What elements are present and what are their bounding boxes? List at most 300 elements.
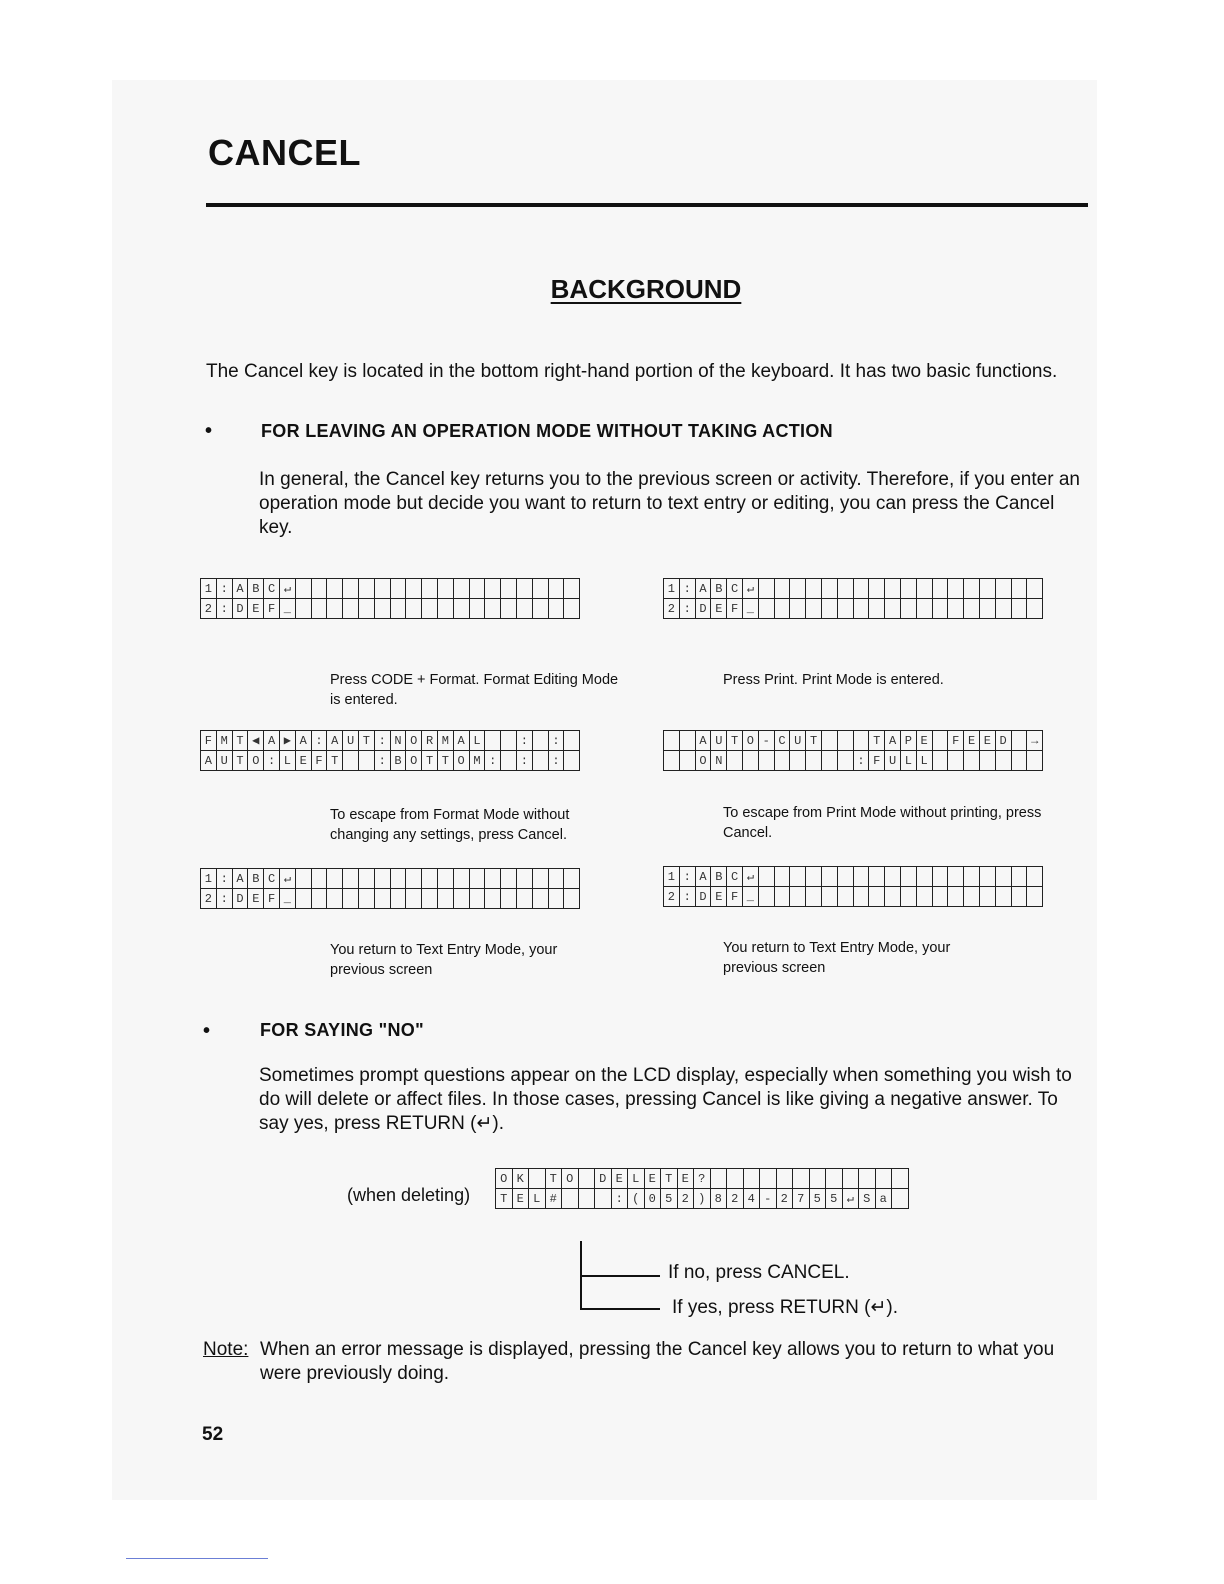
lcd-cell xyxy=(790,599,806,619)
lcd-cell xyxy=(774,599,790,619)
lcd-cell: E xyxy=(916,731,932,751)
lcd-cell: : xyxy=(216,579,232,599)
lcd-cell: E xyxy=(248,889,264,909)
lcd-delete-prompt xyxy=(495,1168,909,1209)
lcd-cell xyxy=(790,867,806,887)
lcd-cell xyxy=(295,889,311,909)
lcd-cell xyxy=(842,1169,859,1189)
lcd-cell xyxy=(892,1169,909,1189)
lcd-cell: 2 xyxy=(201,889,217,909)
lcd-cell xyxy=(916,867,932,887)
lcd-cell xyxy=(806,887,822,907)
lcd-cell: A xyxy=(695,867,711,887)
lcd-cell xyxy=(595,1189,612,1209)
lcd-cell: M xyxy=(216,731,232,751)
lcd-cell: B xyxy=(711,579,727,599)
lcd-cell xyxy=(758,599,774,619)
lcd-cell xyxy=(437,889,453,909)
lcd-cell: B xyxy=(248,869,264,889)
lcd-cell: ) xyxy=(694,1189,711,1209)
lcd-cell xyxy=(358,751,374,771)
lcd-cell xyxy=(809,1169,826,1189)
lcd-cell xyxy=(343,751,359,771)
lcd-cell: 1 xyxy=(664,867,680,887)
lcd-return-left xyxy=(200,868,580,909)
lcd-cell: D xyxy=(232,599,248,619)
lcd-cell xyxy=(562,1189,579,1209)
lcd-cell xyxy=(311,579,327,599)
lcd-cell xyxy=(900,887,916,907)
lcd-cell: A xyxy=(885,731,901,751)
lcd-cell: L xyxy=(900,751,916,771)
lcd-cell xyxy=(964,887,980,907)
lcd-cell xyxy=(742,751,758,771)
lcd-cell xyxy=(453,579,469,599)
lcd-cell xyxy=(916,599,932,619)
lcd-cell xyxy=(826,1169,843,1189)
lcd-cell: B xyxy=(711,867,727,887)
lcd-cell xyxy=(564,599,580,619)
note-text: When an error message is displayed, pressing the Cancel key allows you to return to what you were previously doing. xyxy=(260,1339,1055,1384)
lcd-cell xyxy=(774,867,790,887)
bullet: • xyxy=(203,1020,211,1042)
lcd-cell xyxy=(358,599,374,619)
caption-return-left: You return to Text Entry Mode, your previous screen xyxy=(330,942,558,978)
when-deleting-label: (when deleting) xyxy=(347,1185,471,1205)
lcd-cell xyxy=(453,599,469,619)
lcd-cell: F xyxy=(869,751,885,771)
lcd-cell xyxy=(532,751,548,771)
lcd-row xyxy=(664,887,1043,907)
lcd-cell xyxy=(564,889,580,909)
lcd-cell xyxy=(853,731,869,751)
lcd-cell: _ xyxy=(279,599,295,619)
lcd-cell xyxy=(532,731,548,751)
lcd-cell xyxy=(821,887,837,907)
lcd-cell xyxy=(406,889,422,909)
lcd-cell xyxy=(578,1169,595,1189)
lcd-row xyxy=(201,869,580,889)
lcd-row xyxy=(664,579,1043,599)
lcd-cell xyxy=(932,579,948,599)
lcd-cell xyxy=(422,889,438,909)
lcd-cell xyxy=(311,889,327,909)
lcd-cell: 2 xyxy=(664,887,680,907)
lcd-cell xyxy=(875,1169,892,1189)
lcd-cell: D xyxy=(695,599,711,619)
lcd-cell xyxy=(1011,599,1027,619)
lcd-format-mode xyxy=(200,730,580,771)
lcd-cell xyxy=(343,599,359,619)
lcd-cell: C xyxy=(264,869,280,889)
bracket-line xyxy=(580,1308,660,1310)
lcd-cell: A xyxy=(264,731,280,751)
lcd-cell: : xyxy=(853,751,869,771)
lcd-cell xyxy=(374,869,390,889)
lcd-cell xyxy=(758,579,774,599)
lcd-cell: T xyxy=(806,731,822,751)
lcd-return-right xyxy=(663,866,1043,907)
page-title: CANCEL xyxy=(208,132,361,173)
lcd-cell xyxy=(548,599,564,619)
lcd-cell: 2 xyxy=(664,599,680,619)
lcd-cell xyxy=(374,599,390,619)
lcd-cell xyxy=(501,599,517,619)
lcd-cell xyxy=(390,599,406,619)
lcd-cell xyxy=(664,731,680,751)
lcd-cell xyxy=(948,887,964,907)
lcd-cell xyxy=(853,867,869,887)
caption-return-right: You return to Text Entry Mode, your previous screen xyxy=(723,940,951,976)
lcd-cell xyxy=(760,1169,777,1189)
lcd-cell: M xyxy=(469,751,485,771)
lcd-cell xyxy=(406,599,422,619)
lcd-cell xyxy=(869,887,885,907)
lcd-cell: U xyxy=(885,751,901,771)
lcd-cell xyxy=(295,869,311,889)
lcd-cell: F xyxy=(264,599,280,619)
lcd-cell: L xyxy=(279,751,295,771)
lcd-cell xyxy=(793,1169,810,1189)
lcd-row xyxy=(201,731,580,751)
lcd-cell xyxy=(516,579,532,599)
lcd-cell xyxy=(995,599,1011,619)
lcd-cell xyxy=(859,1169,876,1189)
lcd-cell xyxy=(422,579,438,599)
lcd-cell: T xyxy=(232,751,248,771)
lcd-cell: _ xyxy=(279,889,295,909)
lcd-cell: F xyxy=(727,599,743,619)
lcd-cell: C xyxy=(264,579,280,599)
lcd-cell: N xyxy=(711,751,727,771)
lcd-cell xyxy=(437,579,453,599)
lcd-cell xyxy=(837,579,853,599)
caption-print-enter: Press Print. Print Mode is entered. xyxy=(723,672,944,688)
lcd-cell xyxy=(485,579,501,599)
lcd-cell xyxy=(885,579,901,599)
caption-format-escape: To escape from Format Mode without changing any settings, press Cancel. xyxy=(330,807,570,843)
lcd-cell: 5 xyxy=(661,1189,678,1209)
lcd-cell xyxy=(664,751,680,771)
lcd-cell xyxy=(774,887,790,907)
lcd-cell: : xyxy=(374,751,390,771)
lcd-cell: ( xyxy=(628,1189,645,1209)
lcd-cell xyxy=(964,751,980,771)
lcd-cell xyxy=(1011,579,1027,599)
lcd-cell xyxy=(821,599,837,619)
lcd-cell: F xyxy=(948,731,964,751)
lcd-cell xyxy=(964,599,980,619)
page-number: 52 xyxy=(202,1424,224,1445)
lcd-cell xyxy=(837,731,853,751)
lcd-cell xyxy=(806,867,822,887)
lcd-cell xyxy=(979,887,995,907)
lcd-cell xyxy=(900,867,916,887)
lcd-cell: 2 xyxy=(677,1189,694,1209)
lcd-cell xyxy=(727,751,743,771)
lcd-cell xyxy=(979,751,995,771)
lcd-cell xyxy=(932,867,948,887)
lcd-row xyxy=(201,889,580,909)
lcd-cell xyxy=(948,599,964,619)
lcd-cell: A xyxy=(695,579,711,599)
lcd-cell xyxy=(327,889,343,909)
lcd-cell xyxy=(853,579,869,599)
lcd-cell: 5 xyxy=(826,1189,843,1209)
lcd-cell xyxy=(1027,599,1043,619)
lcd-cell: E xyxy=(964,731,980,751)
lcd-cell: D xyxy=(232,889,248,909)
lcd-cell xyxy=(964,579,980,599)
lcd-cell xyxy=(995,751,1011,771)
lcd-cell: T xyxy=(496,1189,513,1209)
lcd-cell: T xyxy=(358,731,374,751)
lcd-cell xyxy=(837,887,853,907)
lcd-cell: O xyxy=(496,1169,513,1189)
lcd-cell xyxy=(885,887,901,907)
lcd-cell: L xyxy=(469,731,485,751)
lcd-cell xyxy=(995,887,1011,907)
heading-text: BACKGROUND xyxy=(550,274,742,304)
lcd-cell: E xyxy=(644,1169,661,1189)
lcd-cell: E xyxy=(248,599,264,619)
lcd-cell: O xyxy=(406,751,422,771)
lcd-cell: T xyxy=(437,751,453,771)
lcd-cell: 2 xyxy=(727,1189,744,1209)
lcd-cell xyxy=(1011,887,1027,907)
lcd-cell xyxy=(485,731,501,751)
lcd-cell: E xyxy=(677,1169,694,1189)
lcd-cell xyxy=(743,1169,760,1189)
lcd-cell xyxy=(979,579,995,599)
lcd-cell: E xyxy=(979,731,995,751)
lcd-cell xyxy=(343,869,359,889)
lcd-cell: T xyxy=(869,731,885,751)
lcd-cell xyxy=(422,869,438,889)
lcd-cell xyxy=(406,869,422,889)
lcd-cell: 7 xyxy=(793,1189,810,1209)
lcd-cell: : xyxy=(516,751,532,771)
lcd-text-entry-left xyxy=(200,578,580,619)
lcd-cell xyxy=(932,731,948,751)
lcd-cell xyxy=(916,887,932,907)
lcd-cell: U xyxy=(343,731,359,751)
lcd-cell: 2 xyxy=(201,599,217,619)
section2-heading: FOR SAYING "NO" xyxy=(260,1020,424,1040)
lcd-cell xyxy=(548,889,564,909)
lcd-cell xyxy=(311,869,327,889)
lcd-cell xyxy=(1027,751,1043,771)
lcd-cell xyxy=(564,731,580,751)
lcd-cell xyxy=(727,1169,744,1189)
lcd-cell xyxy=(948,867,964,887)
lcd-cell: E xyxy=(512,1189,529,1209)
lcd-cell: _ xyxy=(742,599,758,619)
footer-line xyxy=(126,1558,268,1559)
lcd-cell xyxy=(529,1169,546,1189)
lcd-cell: A xyxy=(201,751,217,771)
lcd-cell: L xyxy=(628,1169,645,1189)
lcd-cell xyxy=(327,599,343,619)
lcd-cell xyxy=(406,579,422,599)
lcd-cell: D xyxy=(595,1169,612,1189)
lcd-cell xyxy=(374,889,390,909)
lcd-cell: ◀ xyxy=(248,731,264,751)
lcd-cell: E xyxy=(611,1169,628,1189)
lcd-cell: ? xyxy=(694,1169,711,1189)
lcd-cell xyxy=(916,579,932,599)
lcd-cell: : xyxy=(216,889,232,909)
lcd-cell: ↵ xyxy=(842,1189,859,1209)
lcd-cell: : xyxy=(216,869,232,889)
intro-paragraph: The Cancel key is located in the bottom right-hand portion of the keyboard. It has two basic functions. xyxy=(206,361,1058,382)
lcd-cell xyxy=(979,599,995,619)
lcd-cell xyxy=(374,579,390,599)
lcd-cell: : xyxy=(516,731,532,751)
lcd-cell xyxy=(485,599,501,619)
lcd-cell xyxy=(564,869,580,889)
lcd-cell: : xyxy=(374,731,390,751)
lcd-cell xyxy=(358,889,374,909)
lcd-cell xyxy=(501,751,517,771)
lcd-cell xyxy=(869,867,885,887)
lcd-text-entry-right xyxy=(663,578,1043,619)
lcd-cell: S xyxy=(859,1189,876,1209)
lcd-cell: : xyxy=(264,751,280,771)
lcd-cell xyxy=(932,887,948,907)
lcd-cell: # xyxy=(545,1189,562,1209)
lcd-cell xyxy=(837,599,853,619)
lcd-cell: E xyxy=(711,599,727,619)
lcd-cell: 1 xyxy=(664,579,680,599)
section2-paragraph: Sometimes prompt questions appear on the LCD display, especially when something you wish to do will delete or affect files. In those cases, pressing Cancel is like giving a negative answer. To say yes, press RETURN (↵). xyxy=(259,1065,1072,1134)
bullet: • xyxy=(205,420,213,442)
lcd-cell: ▶ xyxy=(279,731,295,751)
lcd-cell xyxy=(821,867,837,887)
lcd-row xyxy=(201,579,580,599)
lcd-cell xyxy=(390,579,406,599)
lcd-cell xyxy=(853,599,869,619)
lcd-cell xyxy=(806,599,822,619)
lcd-cell xyxy=(1027,867,1043,887)
lcd-row xyxy=(664,731,1043,751)
lcd-cell xyxy=(501,869,517,889)
lcd-cell xyxy=(343,579,359,599)
section1-paragraph: In general, the Cancel key returns you to the previous screen or activity. Therefore, if you enter an operation mode but decide you want to return to text entry or editing, you can press the Cancel key. xyxy=(259,469,1080,538)
lcd-row xyxy=(664,751,1043,771)
lcd-cell: O xyxy=(453,751,469,771)
lcd-cell xyxy=(948,751,964,771)
lcd-cell xyxy=(758,887,774,907)
lcd-cell xyxy=(358,869,374,889)
section1-heading: FOR LEAVING AN OPERATION MODE WITHOUT TAKING ACTION xyxy=(261,421,833,441)
lcd-cell xyxy=(892,1189,909,1209)
lcd-cell xyxy=(548,579,564,599)
lcd-cell: : xyxy=(679,887,695,907)
lcd-cell xyxy=(869,599,885,619)
lcd-cell: A xyxy=(295,731,311,751)
lcd-cell: U xyxy=(216,751,232,771)
if-yes-label: If yes, press RETURN (↵). xyxy=(672,1297,898,1318)
lcd-cell: : xyxy=(679,867,695,887)
lcd-cell: C xyxy=(727,579,743,599)
lcd-cell xyxy=(532,579,548,599)
lcd-cell: 5 xyxy=(809,1189,826,1209)
lcd-cell: O xyxy=(742,731,758,751)
lcd-cell: N xyxy=(390,731,406,751)
lcd-cell xyxy=(469,599,485,619)
lcd-cell: A xyxy=(695,731,711,751)
lcd-cell: O xyxy=(695,751,711,771)
lcd-cell: 2 xyxy=(776,1189,793,1209)
lcd-cell xyxy=(710,1169,727,1189)
lcd-cell xyxy=(774,751,790,771)
lcd-cell: T xyxy=(422,751,438,771)
lcd-cell xyxy=(1011,867,1027,887)
lcd-cell xyxy=(516,889,532,909)
lcd-cell: L xyxy=(529,1189,546,1209)
lcd-row xyxy=(496,1189,909,1209)
lcd-cell: ↵ xyxy=(742,579,758,599)
lcd-cell: a xyxy=(875,1189,892,1209)
lcd-cell: T xyxy=(727,731,743,751)
lcd-cell: L xyxy=(916,751,932,771)
lcd-cell: O xyxy=(562,1169,579,1189)
lcd-cell xyxy=(485,889,501,909)
lcd-cell xyxy=(837,751,853,771)
lcd-cell xyxy=(1011,751,1027,771)
lcd-cell xyxy=(679,751,695,771)
lcd-cell xyxy=(774,579,790,599)
lcd-cell: E xyxy=(711,887,727,907)
lcd-cell xyxy=(1027,579,1043,599)
lcd-row xyxy=(201,751,580,771)
lcd-cell xyxy=(964,867,980,887)
lcd-cell xyxy=(343,889,359,909)
lcd-cell xyxy=(932,599,948,619)
lcd-cell xyxy=(564,751,580,771)
lcd-cell xyxy=(327,869,343,889)
lcd-cell xyxy=(821,751,837,771)
lcd-cell: A xyxy=(232,869,248,889)
lcd-cell: B xyxy=(248,579,264,599)
lcd-cell xyxy=(532,869,548,889)
lcd-cell xyxy=(869,579,885,599)
lcd-cell: - xyxy=(760,1189,777,1209)
lcd-cell: F xyxy=(264,889,280,909)
lcd-cell: 1 xyxy=(201,579,217,599)
lcd-cell: - xyxy=(758,731,774,751)
lcd-cell xyxy=(995,867,1011,887)
lcd-cell xyxy=(453,869,469,889)
lcd-cell xyxy=(453,889,469,909)
lcd-cell xyxy=(516,869,532,889)
lcd-cell xyxy=(758,867,774,887)
lcd-cell: B xyxy=(390,751,406,771)
lcd-cell: K xyxy=(512,1169,529,1189)
lcd-cell xyxy=(422,599,438,619)
lcd-cell xyxy=(485,869,501,889)
lcd-cell xyxy=(806,751,822,771)
lcd-cell xyxy=(853,887,869,907)
bracket-line xyxy=(580,1275,660,1277)
lcd-cell xyxy=(295,579,311,599)
lcd-print-mode xyxy=(663,730,1043,771)
lcd-cell xyxy=(578,1189,595,1209)
lcd-cell xyxy=(679,731,695,751)
lcd-cell xyxy=(885,867,901,887)
lcd-cell xyxy=(1027,887,1043,907)
